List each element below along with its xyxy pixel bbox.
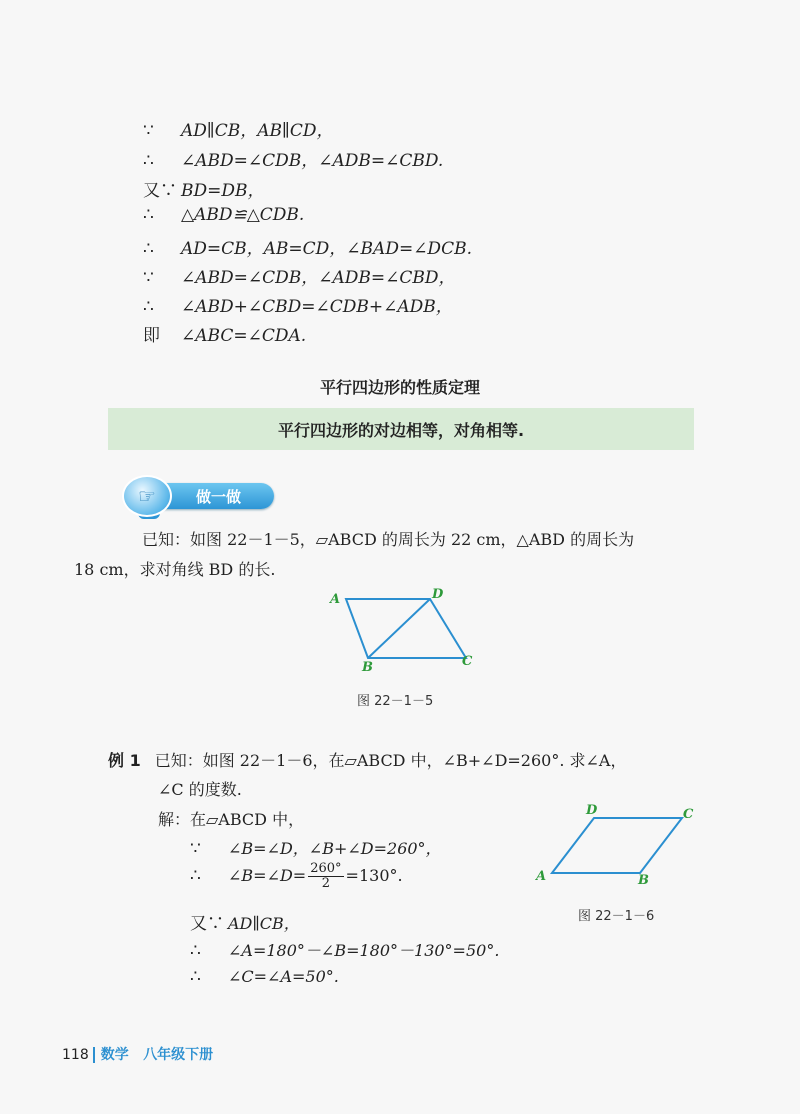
proof-text: ∠ABD=∠CDB，∠ADB=∠CBD. [181,151,444,171]
proof-text: BD=DB， [181,181,265,201]
example-text-1: 已知：如图 22－1－6，在▱ABCD 中，∠B+∠D=260°. 求∠A， [154,751,627,770]
vertex-label-b: B [362,660,373,675]
proof-text: ∠ABC=∠CDA. [181,326,307,346]
proof-line [143,176,265,201]
proof-text: AD∥CB，AB∥CD， [181,121,334,141]
solution-line [190,938,499,961]
fraction-denominator: 2 [321,876,331,891]
book-subject: 数学 [100,1047,129,1063]
problem-line-1: 已知：如图 22－1－5，▱ABCD 的周长为 22 cm，△ABD 的周长为 [142,530,635,549]
figure-22-1-6 [530,798,705,890]
vertex-label-c: C [462,654,473,669]
solution-line [190,909,300,934]
activity-badge [104,477,276,515]
therefore-symbol: ∴ [190,866,201,886]
vertex-label-a: A [330,592,341,607]
vertex-label-d: D [586,803,598,818]
vertex-label-c: C [683,807,694,822]
hand-icon: ☞ [122,475,172,517]
parallelogram-abcd [346,599,466,658]
proof-text: AD=CB，AB=CD，∠BAD=∠DCB. [181,239,472,259]
fraction [308,862,343,891]
proof-line [143,234,472,259]
page-number: 118 [62,1047,89,1063]
example-line-1 [108,748,626,771]
therefore-symbol: ∴ [143,205,154,225]
vertex-label-d: D [432,587,444,602]
figure-caption-22-1-6: 图 22－1－6 [578,909,655,924]
solution-text: AD∥CB， [228,914,300,933]
solution-line [190,836,442,859]
because-symbol: ∵ [190,839,201,859]
solution-line [158,807,304,830]
also-because-symbol: 又∵ [143,181,177,201]
solution-text: ∠C=∠A=50°. [228,967,339,986]
therefore-symbol: ∴ [190,967,201,987]
figure-22-1-5 [320,585,480,675]
because-symbol: ∵ [143,268,154,288]
namely-symbol: 即 [143,326,160,346]
therefore-symbol: ∴ [190,941,201,961]
activity-label: 做一做 [196,488,242,506]
proof-line [143,321,306,346]
theorem-heading: 平行四边形的性质定理 [319,378,480,397]
proof-line [143,263,456,288]
solution-text: ∠B=∠D，∠B+∠D=260°， [228,839,442,858]
therefore-symbol: ∴ [143,239,154,259]
solution-line [190,862,403,891]
proof-text: ∠ABD+∠CBD=∠CDB+∠ADB， [181,297,453,317]
book-grade: 八年级下册 [143,1047,214,1063]
proof-text: ∠ABD=∠CDB，∠ADB=∠CBD， [181,268,456,288]
diagonal-bd [368,599,430,658]
because-symbol: ∵ [143,121,154,141]
proof-line [143,292,453,317]
page-footer [62,1044,213,1064]
fraction-numerator: 260° [310,861,342,876]
solution-line [190,967,339,987]
parallelogram-abcd [552,818,682,873]
vertex-label-b: B [638,873,649,888]
proof-line [143,205,304,225]
therefore-symbol: ∴ [143,297,154,317]
theorem-statement: 平行四边形的对边相等，对角相等. [277,420,525,440]
theorem-box [108,408,694,450]
solution-text: 解：在▱ABCD 中， [158,810,305,829]
footer-divider [93,1047,95,1063]
proof-text: △ABD≌△CDB. [181,205,305,225]
solution-text: =130°. [345,866,403,885]
solution-text: ∠B=∠D= [228,866,307,885]
therefore-symbol: ∴ [143,151,154,171]
activity-problem [74,525,698,585]
also-because-symbol: 又∵ [190,914,224,934]
example-tag: 例 1 [108,751,141,770]
vertex-label-a: A [536,869,547,884]
proof-line [143,116,334,141]
problem-line-2: 18 cm，求对角线 BD 的长. [74,560,276,579]
solution-text: ∠A=180°－∠B=180°－130°=50°. [228,941,500,960]
example-line-2: ∠C 的度数. [158,780,242,799]
proof-line [143,146,443,171]
figure-caption-22-1-5: 图 22－1－5 [357,694,434,709]
